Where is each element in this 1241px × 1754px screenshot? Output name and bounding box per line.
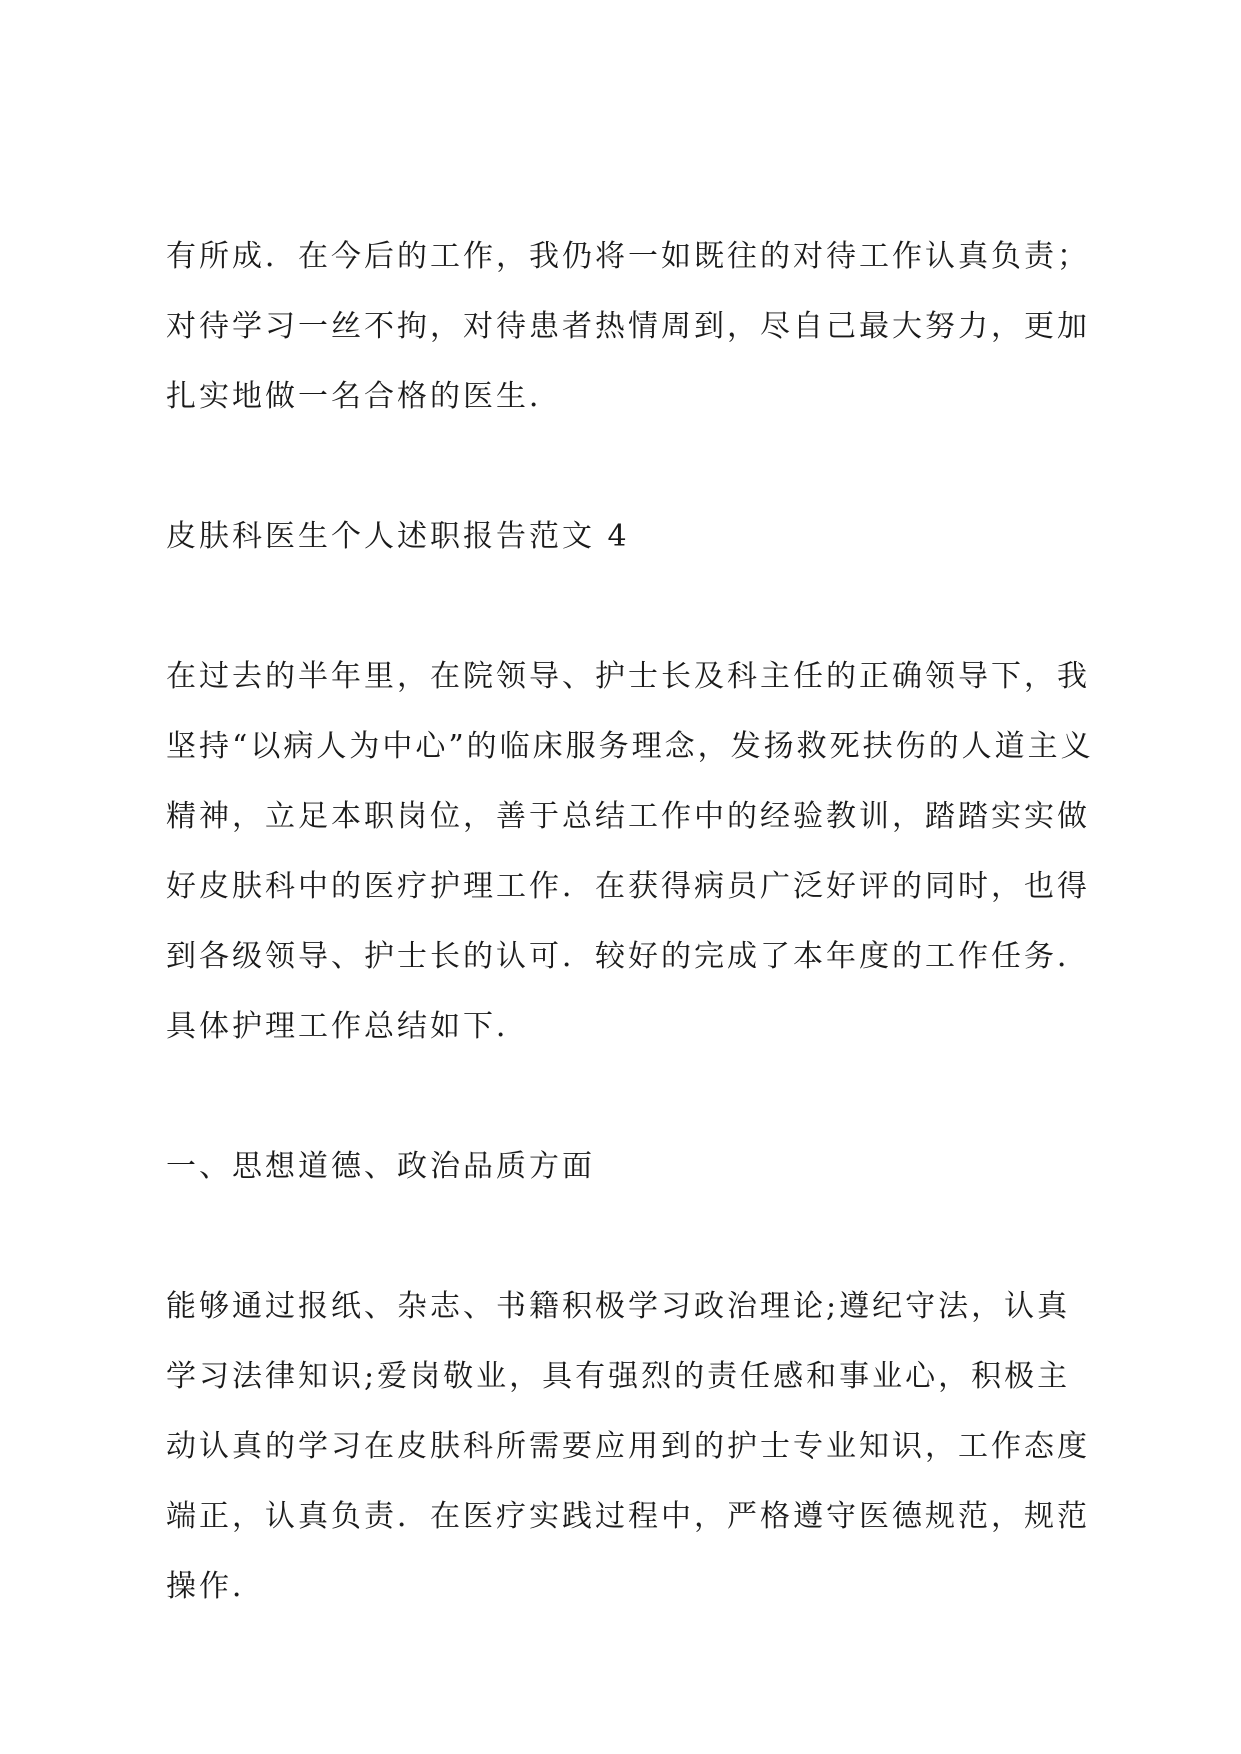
section-title: 皮肤科医生个人述职报告范文 4 <box>166 519 630 554</box>
paragraph-intro: 在过去的半年里，在院领导、护士长及科主任的正确领导下，我坚持“以病人为中心”的临床服务理念，发扬救死扶伤的人道主义精神，立足本职岗位，善于总结工作中的经验教训，踏踏实实做好皮肤科中的医疗护理工作．在获得病员广泛好评的同时，也得到各级领导、护士长的认可．较好的完成了本年度的工作任务．具体护理工作总结如下． <box>166 659 1094 1044</box>
paragraph-ideology: 能够通过报纸、杂志、书籍积极学习政治理论;遵纪守法，认真学习法律知识;爱岗敬业，具有强烈的责任感和事业心，积极主动认真的学习在皮肤科所需要应用到的护士专业知识，工作态度端正，认真负责．在医疗实践过程中，严格遵守医德规范，规范操作． <box>166 1289 1090 1604</box>
document-body <box>166 222 1096 1622</box>
paragraph-continuation: 有所成．在今后的工作，我仍将一如既往的对待工作认真负责；对待学习一丝不拘，对待患者热情周到，尽自己最大努力，更加扎实地做一名合格的医生． <box>166 239 1090 414</box>
subheading-ideology: 一、思想道德、政治品质方面 <box>166 1149 595 1184</box>
